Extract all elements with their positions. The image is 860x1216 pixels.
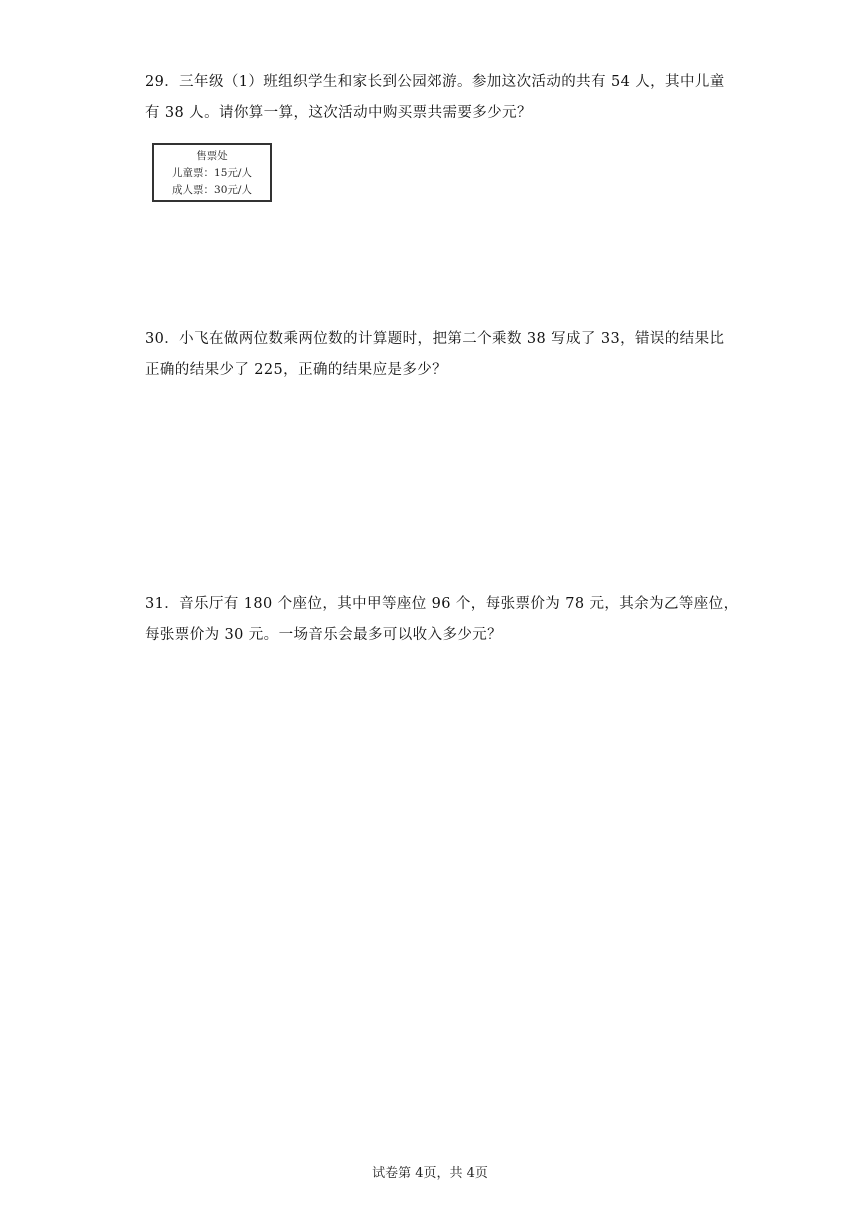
ticket-sign-title: 售票处	[196, 150, 228, 162]
question-30	[145, 324, 725, 386]
question-31-line-1: 31．音乐厅有 180 个座位，其中甲等座位 96 个，每张票价为 78 元，其余为乙等座位，	[145, 596, 739, 612]
page-footer: 试卷第 4页，共 4页	[372, 1166, 488, 1181]
question-29-line-1: 29．三年级（1）班组织学生和家长到公园郊游。参加这次活动的共有 54 人，其中儿童	[145, 74, 725, 90]
question-30-line-2: 正确的结果少了 225，正确的结果应是多少？	[145, 362, 448, 378]
question-31	[145, 589, 739, 651]
ticket-sign-adult-price: 成人票：30元/人	[172, 184, 252, 196]
ticket-office-sign	[152, 143, 272, 202]
question-30-line-1: 30．小飞在做两位数乘两位数的计算题时，把第二个乘数 38 写成了 33，错误的结果比	[145, 331, 725, 347]
ticket-sign-child-price: 儿童票：15元/人	[172, 167, 252, 179]
question-29-line-2: 有 38 人。请你算一算，这次活动中购买票共需要多少元？	[145, 105, 532, 121]
question-29	[145, 67, 725, 129]
question-31-line-2: 每张票价为 30 元。一场音乐会最多可以收入多少元？	[145, 627, 503, 643]
